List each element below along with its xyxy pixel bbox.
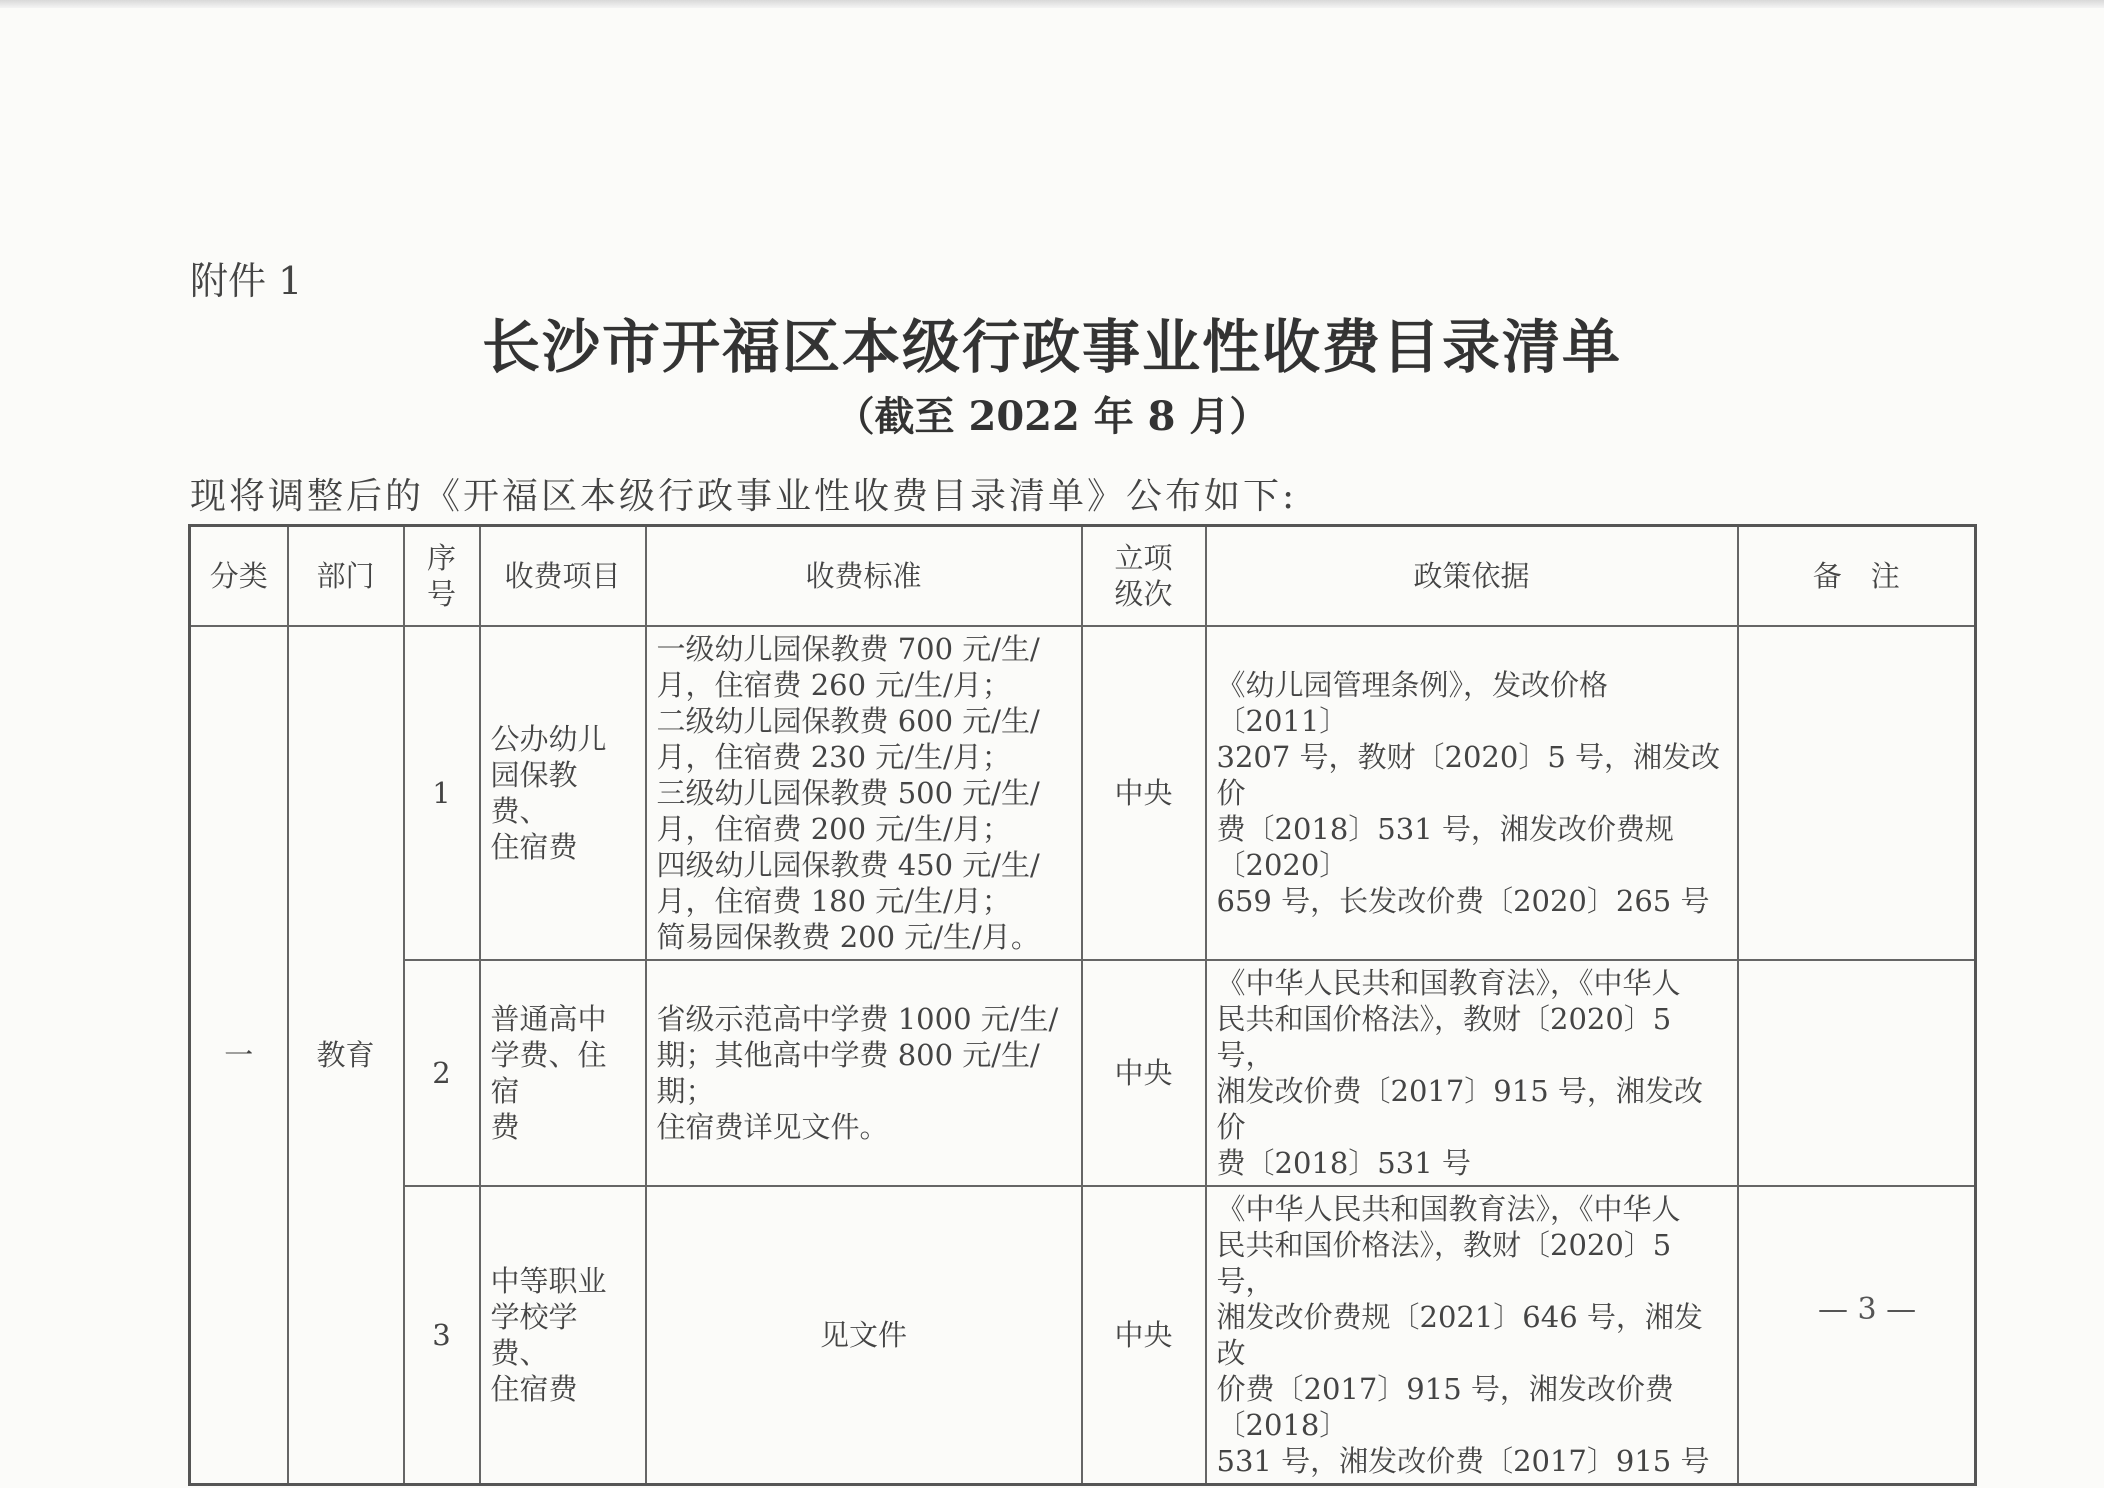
item-cell: 中等职业 学校学费、 住宿费 [480,1186,646,1485]
fee-catalog-table [188,524,1977,1486]
table-row [190,960,1976,1186]
policy-cell: 《中华人民共和国教育法》，《中华人 民共和国价格法》，教财〔2020〕5 号， 湘发改价费规〔2021〕646 号，湘发改 价费〔2017〕915 号，湘发改价费〔2018〕 531 号，湘发改价费〔2017〕915 号 [1206,1186,1738,1485]
header-department: 部门 [288,526,404,627]
department-cell: 教育 [288,626,404,1485]
header-seq: 序号 [404,526,480,627]
seq-cell: 1 [404,626,480,960]
header-policy: 政策依据 [1206,526,1738,627]
remark-cell [1738,1186,1976,1485]
item-cell: 普通高中 学费、住宿 费 [480,960,646,1186]
document-subtitle: （截至 2022 年 8 月） [834,393,1270,440]
header-standard: 收费标准 [646,526,1082,627]
remark-cell [1738,960,1976,1186]
intro-paragraph: 现将调整后的《开福区本级行政事业性收费目录清单》公布如下: [190,476,1298,517]
item-cell: 公办幼儿 园保教费、 住宿费 [480,626,646,960]
standard-cell: 省级示范高中学费 1000 元/生/ 期；其他高中学费 800 元/生/期； 住宿费详见文件。 [646,960,1082,1186]
level-cell: 中央 [1082,626,1206,960]
attachment-label: 附件 1 [190,259,303,303]
header-row [190,526,1976,627]
table-row [190,1186,1976,1485]
table-row [190,626,1976,960]
remark-cell [1738,626,1976,960]
seq-cell: 2 [404,960,480,1186]
header-category: 分类 [190,526,288,627]
standard-cell: 一级幼儿园保教费 700 元/生/ 月，住宿费 260 元/生/月； 二级幼儿园保教费 600 元/生/ 月，住宿费 230 元/生/月； 三级幼儿园保教费 500 元/生/ 月，住宿费 200 元/生/月； 四级幼儿园保教费 450 元/生/ 月，住宿费 180 元/生/月； 简易园保教费 200 元/生/月。 [646,626,1082,960]
standard-cell: 见文件 [646,1186,1082,1485]
level-cell: 中央 [1082,1186,1206,1485]
seq-cell: 3 [404,1186,480,1485]
scan-top-edge [0,0,2104,8]
header-item: 收费项目 [480,526,646,627]
policy-cell: 《幼儿园管理条例》，发改价格〔2011〕 3207 号，教财〔2020〕5 号，湘发改价 费〔2018〕531 号，湘发改价费规〔2020〕 659 号，长发改价费〔2020〕265 号 [1206,626,1738,960]
header-remark: 备 注 [1738,526,1976,627]
document-title: 长沙市开福区本级行政事业性收费目录清单 [481,313,1622,381]
policy-cell: 《中华人民共和国教育法》，《中华人 民共和国价格法》，教财〔2020〕5 号， 湘发改价费〔2017〕915 号，湘发改价 费〔2018〕531 号 [1206,960,1738,1186]
page-number: — 3 — [1818,1292,1917,1327]
header-level: 立项 级次 [1082,526,1206,627]
category-cell: 一 [190,626,288,1485]
level-cell: 中央 [1082,960,1206,1186]
